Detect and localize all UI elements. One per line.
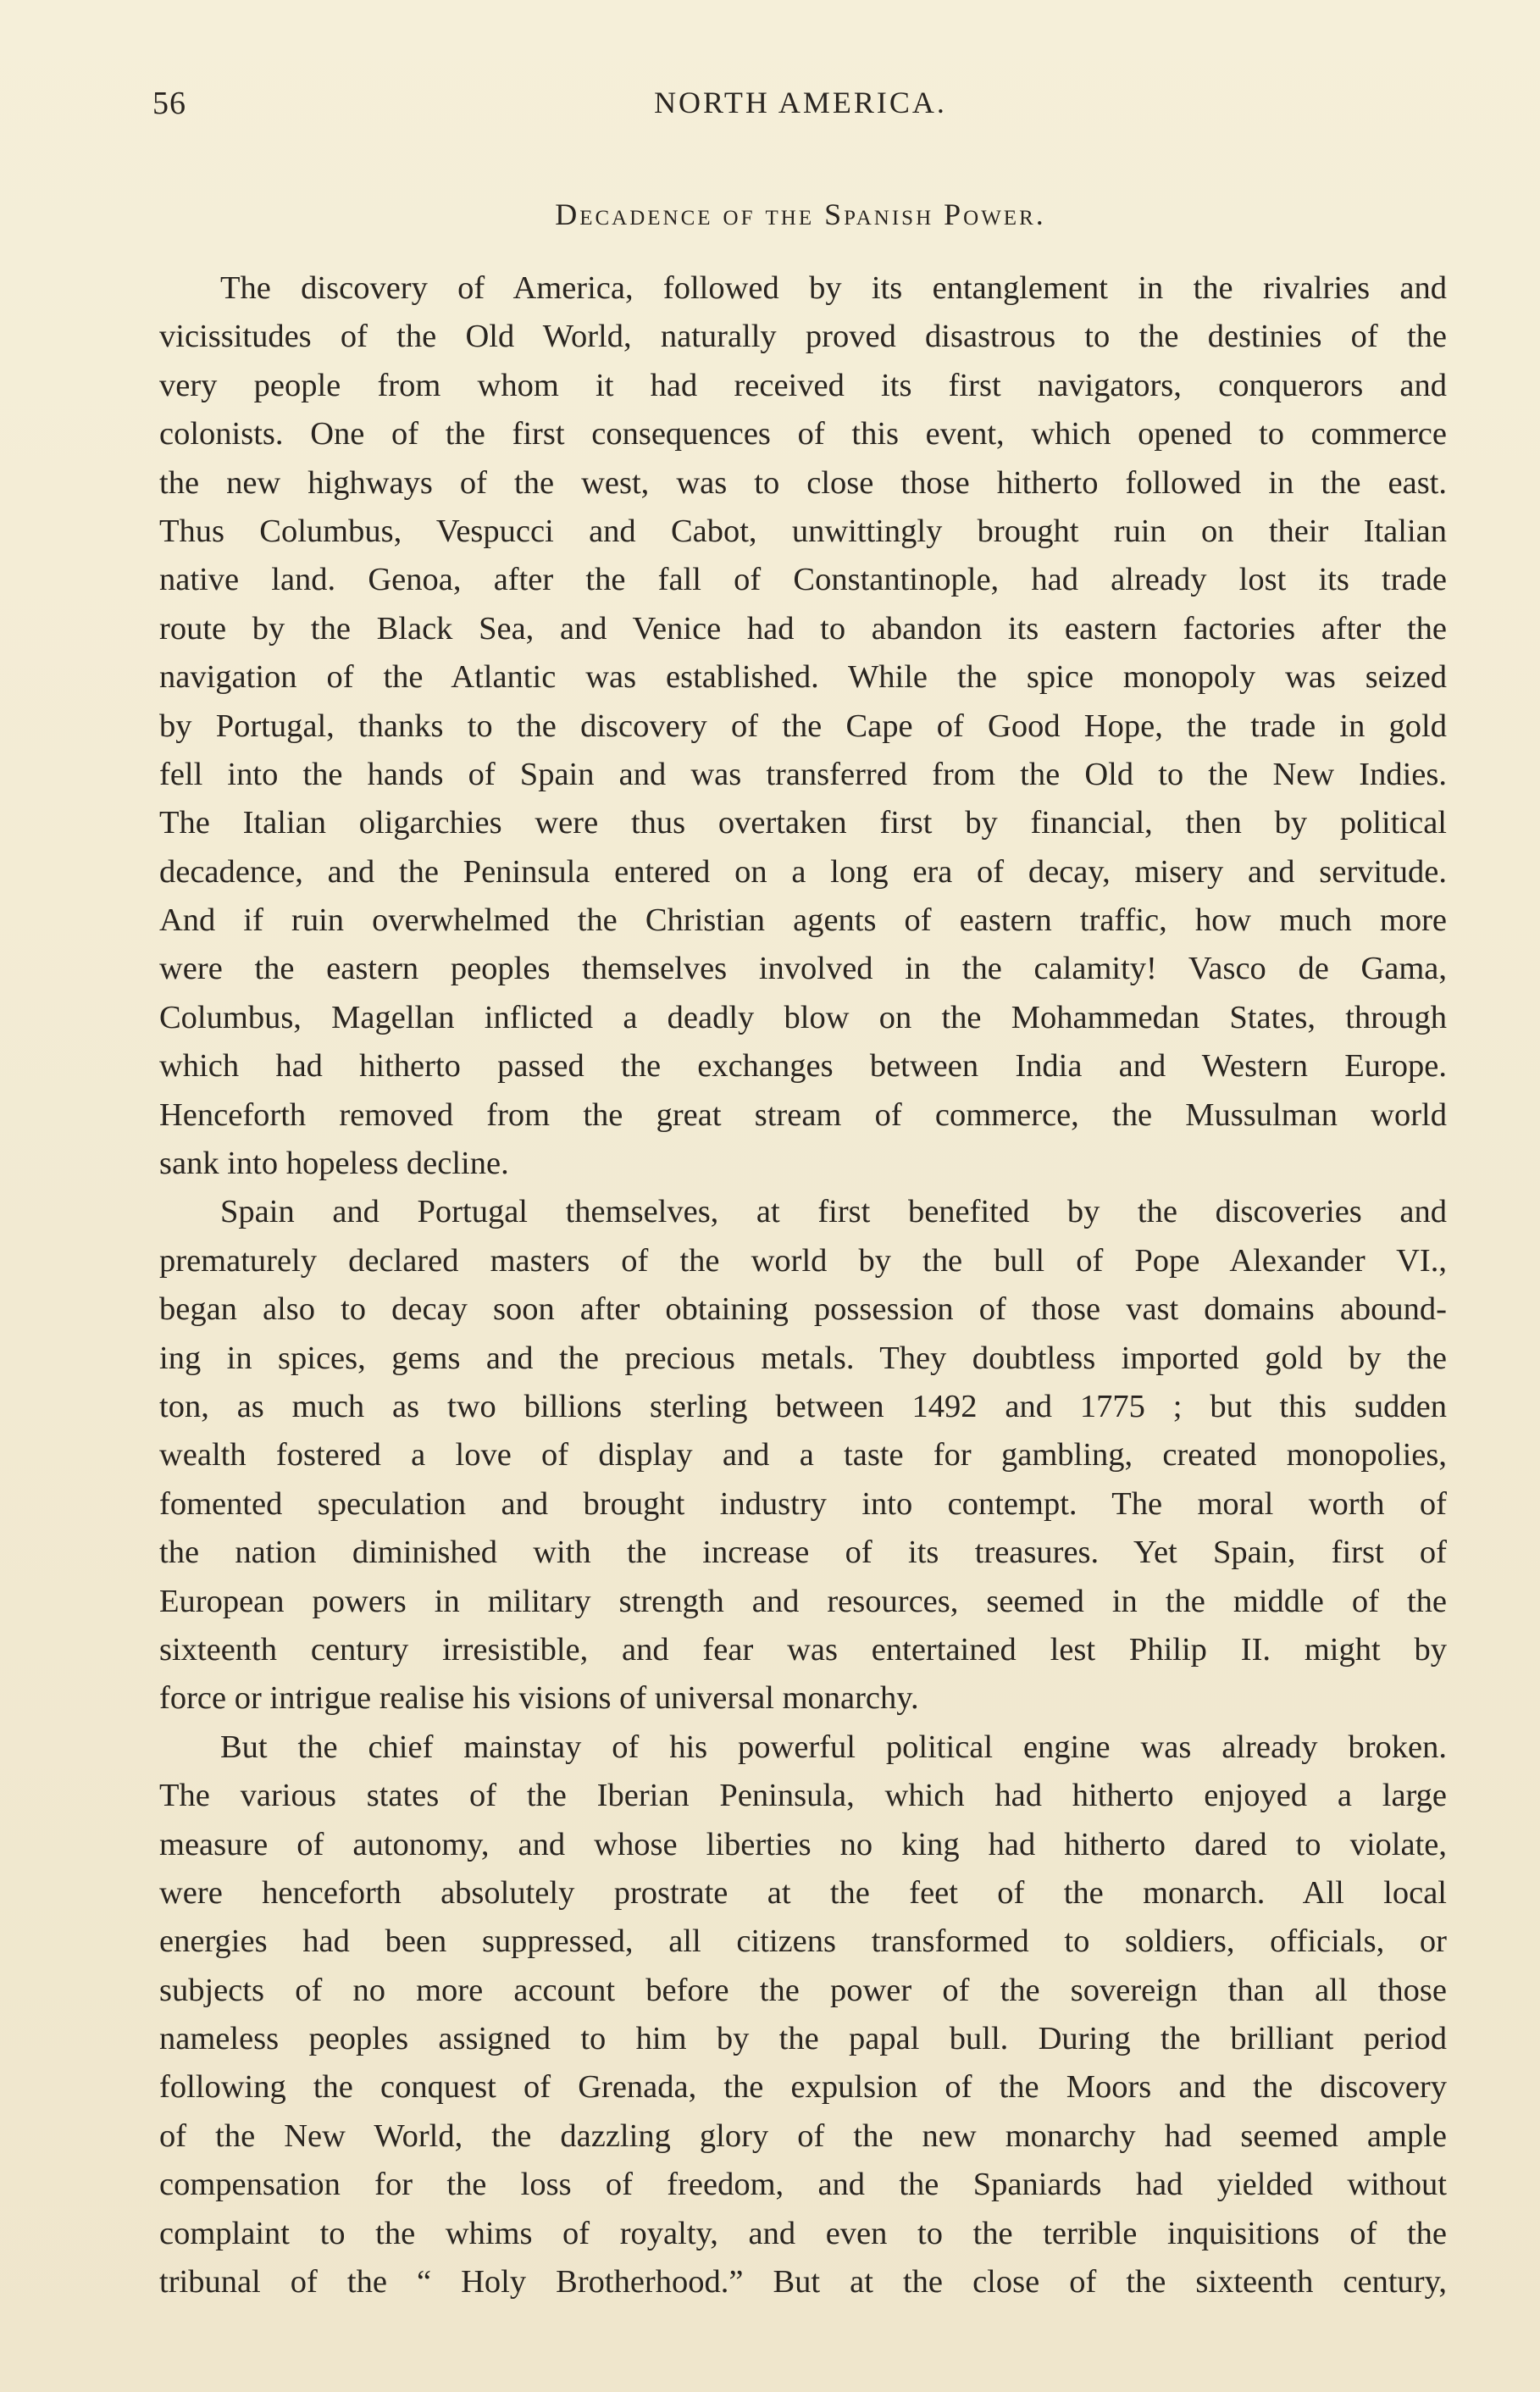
text-line: colonists. One of the first consequences of this event, which opened to commerce [159, 416, 1447, 452]
text-line: began also to decay soon after obtaining possession of those vast domains abound- [159, 1291, 1447, 1328]
text-line: The Italian oligarchies were thus overtaken first by financial, then by political [159, 805, 1447, 841]
text-line: the nation diminished with the increase of its treasures. Yet Spain, first of [159, 1535, 1447, 1571]
text-line: Henceforth removed from the great stream of commerce, the Mussulman world [159, 1096, 1447, 1133]
text-line: fomented speculation and brought industry into contempt. The moral worth of [159, 1485, 1447, 1522]
text-line: sixteenth century irresistible, and fear was entertained lest Philip II. might by [159, 1631, 1447, 1668]
text-line: European powers in military strength and resources, seemed in the middle of the [159, 1583, 1447, 1619]
text-line: compensation for the loss of freedom, and the Spaniards had yielded without [159, 2167, 1447, 2203]
text-line: vicissitudes of the Old World, naturally proved disastrous to the destinies of the [159, 319, 1447, 355]
text-line: which had hitherto passed the exchanges between India and Western Europe. [159, 1048, 1447, 1085]
text-line: wealth fostered a love of display and a taste for gambling, created monopolies, [159, 1437, 1447, 1473]
text-line: the new highways of the west, was to close those hitherto followed in the east. [159, 464, 1447, 501]
text-line: ing in spices, gems and the precious metals. They doubtless imported gold by the [159, 1340, 1447, 1376]
text-line: energies had been suppressed, all citizens transformed to soldiers, officials, or [159, 1923, 1447, 1960]
text-line: were the eastern peoples themselves involved in the calamity! Vasco de Gama, [159, 951, 1447, 987]
text-line: The discovery of America, followed by its entanglement in the rivalries and [220, 270, 1447, 306]
text-line: subjects of no more account before the power of the sovereign than all those [159, 1972, 1447, 2008]
running-title: NORTH AMERICA. [654, 86, 947, 119]
text-line: were henceforth absolutely prostrate at the feet of the monarch. All local [159, 1874, 1447, 1911]
text-line: But the chief mainstay of his powerful political engine was already broken. [220, 1729, 1447, 1765]
text-line: following the conquest of Grenada, the expulsion of the Moors and the discovery [159, 2069, 1447, 2106]
text-line: ton, as much as two billions sterling between 1492 and 1775 ; but this sudden [159, 1388, 1447, 1424]
text-line: measure of autonomy, and whose liberties no king had hitherto dared to violate, [159, 1826, 1447, 1862]
page-number: 56 [152, 86, 186, 121]
text-line: Spain and Portugal themselves, at first benefited by the discoveries and [220, 1194, 1447, 1230]
section-heading: Decadence of the Spanish Power. [555, 197, 1046, 231]
text-line: decadence, and the Peninsula entered on a long era of decay, misery and servitude. [159, 853, 1447, 890]
text-line: Thus Columbus, Vespucci and Cabot, unwittingly brought ruin on their Italian [159, 513, 1447, 549]
text-line: fell into the hands of Spain and was transferred from the Old to the New Indies. [159, 756, 1447, 792]
text-line: by Portugal, thanks to the discovery of the Cape of Good Hope, the trade in gold [159, 708, 1447, 744]
text-line: navigation of the Atlantic was established. While the spice monopoly was seized [159, 659, 1447, 696]
text-line: complaint to the whims of royalty, and even to the terrible inquisitions of the [159, 2215, 1447, 2251]
text-line: nameless peoples assigned to him by the papal bull. During the brilliant period [159, 2021, 1447, 2057]
running-head [152, 85, 1449, 127]
text-line: very people from whom it had received its first navigators, conquerors and [159, 367, 1447, 403]
body-text [159, 264, 1447, 2306]
text-line: Columbus, Magellan inflicted a deadly blow on the Mohammedan States, through [159, 999, 1447, 1035]
text-line: of the New World, the dazzling glory of the new monarchy had seemed ample [159, 2117, 1447, 2154]
text-line: tribunal of the “ Holy Brotherhood.” But at the close of the sixteenth century, [159, 2264, 1447, 2300]
text-line: sank into hopeless decline. [159, 1146, 509, 1182]
text-line: force or intrigue realise his visions of universal monarchy. [159, 1680, 919, 1717]
text-line: route by the Black Sea, and Venice had to abandon its eastern factories after the [159, 610, 1447, 647]
text-line: And if ruin overwhelmed the Christian agents of eastern traffic, how much more [159, 902, 1447, 939]
text-line: prematurely declared masters of the world by the bull of Pope Alexander VI., [159, 1242, 1447, 1279]
text-line: The various states of the Iberian Peninsula, which had hitherto enjoyed a large [159, 1778, 1447, 1814]
text-line: native land. Genoa, after the fall of Constantinople, had already lost its trade [159, 562, 1447, 598]
